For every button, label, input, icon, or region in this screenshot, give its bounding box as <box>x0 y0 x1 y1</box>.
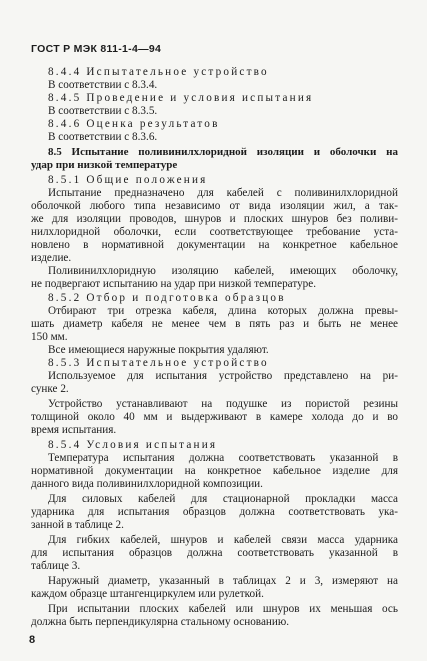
document-header: ГОСТ Р МЭК 811-1-4—94 <box>31 43 162 55</box>
text-line: Используемое для испытания устройство представлено на ри- <box>48 370 398 382</box>
text-line: новлено в нормативной документации на конкретное кабельное <box>31 239 398 251</box>
heading-8-5-2: 8.5.2 Отбор и подготовка образцов <box>48 292 286 304</box>
text-line: В соответствии с 8.3.6. <box>48 131 158 143</box>
text-line: нилхлоридной оболочки, если соответствующее требование уста- <box>31 226 398 238</box>
text-line: Все имеющиеся наружные покрытия удаляют. <box>48 344 269 356</box>
heading-8-4-4: 8.4.4 Испытательное устройство <box>48 66 269 78</box>
text-line: толщиной около 40 мм и выдерживают в камере холода до и во <box>31 411 398 423</box>
section-8-5-title-cont: удар при низкой температуре <box>31 159 178 171</box>
text-line: Отбирают три отрезка кабеля, длина которых должна превы- <box>48 305 398 317</box>
text-line: таблице 3. <box>31 560 81 572</box>
text-line: При испытании плоских кабелей или шнуров их меньшая ось <box>48 603 398 615</box>
heading-8-4-6: 8.4.6 Оценка результатов <box>48 118 220 130</box>
text-line: сунке 2. <box>31 383 69 395</box>
heading-8-5-3: 8.5.3 Испытательное устройство <box>48 357 269 369</box>
text-line: Испытание предназначено для кабелей с поливинилхлоридной <box>48 187 398 199</box>
text-line: каждом образце штангенциркулем или рулеткой. <box>31 588 264 600</box>
text-line: В соответствии с 8.3.5. <box>48 105 158 117</box>
text-line: время испытания. <box>31 424 117 436</box>
text-line: Поливинилхлоридную изоляцию кабелей, имеющих оболочку, <box>48 265 398 277</box>
text-line: Для силовых кабелей для стационарной прокладки масса <box>48 493 398 505</box>
text-line: изделие. <box>31 252 72 264</box>
text-line: В соответствии с 8.3.4. <box>48 79 158 91</box>
text-line: же для изоляции проводов, шнуров и плоских шнуров без поливи- <box>31 213 398 225</box>
text-line: нормативной документации на конкретное кабельное изделие для <box>31 465 398 477</box>
heading-8-5-1: 8.5.1 Общие положения <box>48 174 208 186</box>
text-line: данного вида поливинилхлоридной композиции. <box>31 478 263 490</box>
text-line: должна быть перпендикулярна стальному основанию. <box>31 616 290 628</box>
text-line: не подвергают испытанию на удар при низкой температуре. <box>31 278 317 290</box>
section-8-5-title: 8.5 Испытание поливинилхлоридной изоляции и оболочки на <box>48 146 398 158</box>
text-line: занной в таблице 2. <box>31 519 124 531</box>
page-number: 8 <box>29 634 36 646</box>
heading-8-4-5: 8.4.5 Проведение и условия испытания <box>48 92 314 104</box>
text-line: Для гибких кабелей, шнуров и кабелей связи масса ударника <box>48 534 398 546</box>
text-line: Наружный диаметр, указанный в таблицах 2 и 3, измеряют на <box>48 575 398 587</box>
text-line: ударника для испытания образцов должна соответствовать ука- <box>31 506 398 518</box>
text-line: оболочкой любого типа независимо от вида изоляции жил, а так- <box>31 200 398 212</box>
text-line: шать диаметр кабеля не менее чем в пять раз и быть не менее <box>31 318 398 330</box>
text-line: Устройство устанавливают на подушке из пористой резины <box>48 398 398 410</box>
text-line: 150 мм. <box>31 331 68 343</box>
text-line: для испытания образцов должна соответствовать указанной в <box>31 547 398 559</box>
heading-8-5-4: 8.5.4 Условия испытания <box>48 439 218 451</box>
text-line: Температура испытания должна соответствовать указанной в <box>48 452 398 464</box>
